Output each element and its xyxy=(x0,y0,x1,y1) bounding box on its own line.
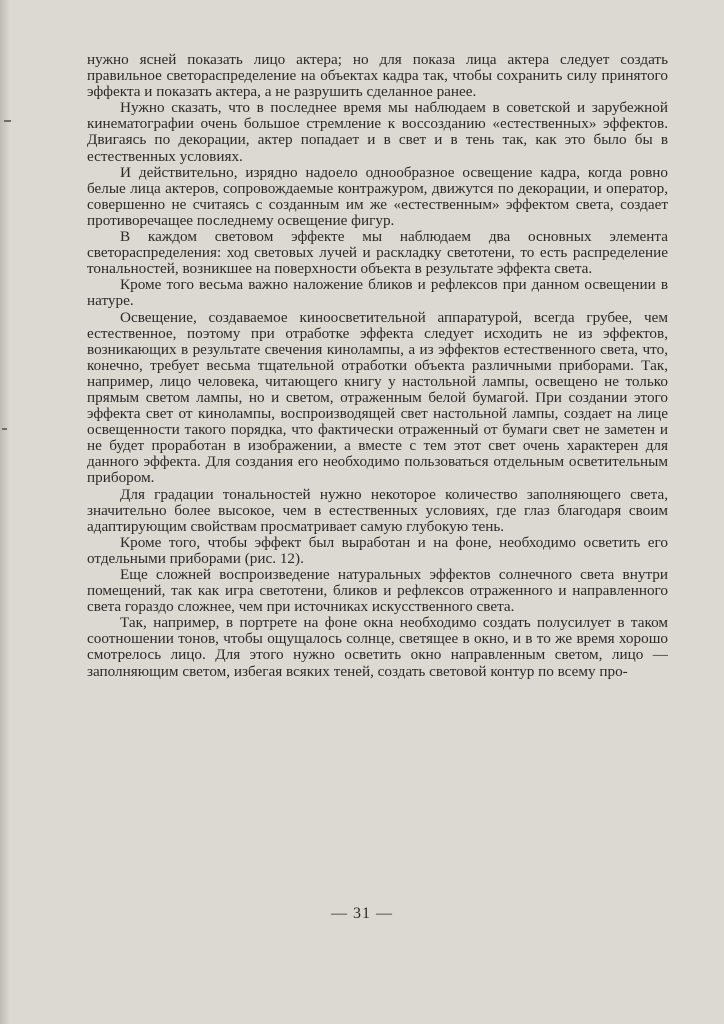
paragraph: В каждом световом эффекте мы наблюдаем два основных элемента светораспределения: ход световых лучей и раскладку светотени, то есть распределение тональностей, возникшее на поверхности объекта в результате эффекта света. xyxy=(87,228,668,278)
paragraph: Нужно сказать, что в последнее время мы наблюдаем в советской и зарубежной кинематографии очень большое стремление к воссозданию «естественных» эффектов. Двигаясь по декорации, актер попадает и в свет и в тень так, как это было бы в естественных условиях. xyxy=(87,99,668,165)
body-text xyxy=(87,52,668,680)
paragraph: Кроме того, чтобы эффект был выработан и на фоне, необходимо осветить его отдельными приборами (рис. 12). xyxy=(87,533,668,567)
paragraph: Для градации тональностей нужно некоторое количество заполняющего света, значительно более высокое, чем в естественных условиях, где глаз благодаря своим адаптирующим свойствам просматривает самую глубокую тень. xyxy=(87,485,668,535)
margin-mark xyxy=(4,120,11,122)
paragraph: Кроме того весьма важно наложение бликов и рефлексов при данном освещении в натуре. xyxy=(87,276,668,310)
paragraph: Так, например, в портрете на фоне окна необходимо создать полусилует в таком соотношении тонов, чтобы ощущалось солнце, светящее в окно, и в то же время хорошо смотрелось лицо. Для этого нужно осветить окно направленным светом, лицо — заполняющим светом, избегая всяких теней, создать световой контур по всему про- xyxy=(87,614,668,680)
paragraph: И действительно, изрядно надоело однообразное освещение кадра, когда ровно белые лица актеров, сопровождаемые контражуром, движутся по декорации, и оператор, совершенно не считаясь с созданным им же «естественным» эффектом света, создает противоречащее последнему освещение фигур. xyxy=(87,163,668,229)
page-gutter-shadow xyxy=(0,0,10,1024)
page-number: — 31 — xyxy=(331,905,393,922)
paragraph: Освещение, создаваемое киноосветительной аппаратурой, всегда грубее, чем естественное, поэтому при отработке эффекта следует исходить не из эффектов, возникающих в результате свечения кинолампы, а из эффектов естественного света, что, конечно, требует весьма тщательной отработки объекта различными приборами. Так, например, лицо человека, читающего книгу у настольной лампы, освещено не только прямым светом лампы, но и светом, отраженным белой бумагой. При создании этого эффекта свет от кинолампы, воспроизводящей свет настольной лампы, создает на лице освещенности такого порядка, что фактически отраженный от бумаги свет не заметен и не будет проработан в изображении, а вместе с тем этот свет очень характерен для данного эффекта. Для создания его необходимо пользоваться отдельным осветительным прибором. xyxy=(87,308,668,487)
margin-mark xyxy=(2,428,7,430)
paragraph: нужно ясней показать лицо актера; но для показа лица актера следует создать правильное светораспределение на объектах кадра так, чтобы сохранить силу принятого эффекта и показать актера, а не разрушить сделанное ранее. xyxy=(87,51,668,101)
paragraph: Еще сложней воспроизведение натуральных эффектов солнечного света внутри помещений, так как игра светотени, бликов и рефлексов отраженного и направленного света гораздо сложнее, чем при источниках искусственного света. xyxy=(87,566,668,616)
